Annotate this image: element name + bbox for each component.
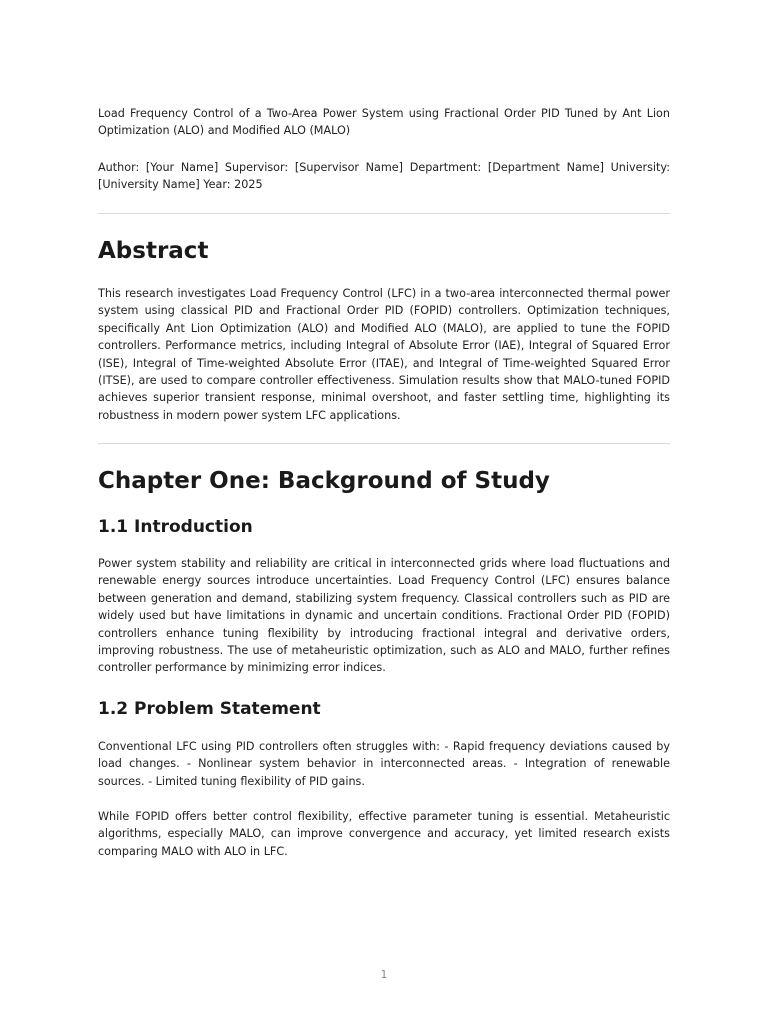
problem-statement-heading: 1.2 Problem Statement — [98, 699, 321, 719]
page-number: 1 — [380, 969, 388, 981]
problem-statement-body-2 — [98, 808, 670, 860]
section-divider — [98, 213, 670, 214]
abstract-heading: Abstract — [98, 238, 209, 264]
author-info: Author: [Your Name] Supervisor: [Supervisor Name] Department: [Department Name] University: [University Name] Year: 2025 — [98, 161, 670, 192]
document-title: Load Frequency Control of a Two-Area Power System using Fractional Order PID Tuned by Ant Lion Optimization (ALO) and Modified ALO (MALO) — [98, 107, 670, 138]
abstract-paragraph: This research investigates Load Frequency Control (LFC) in a two-area interconnected thermal power system using classical PID and Fractional Order PID (FOPID) controllers. Optimization techniques, specifically Ant Lion Optimization (ALO) and Modified ALO (MALO), are applied to tune the FOPID controllers. Performance metrics, including Integral of Absolute Error (IAE), Integral of Squared Error (ISE), Integral of Time-weighted Absolute Error (ITAE), and Integral of Time-weighted Squared Error (ITSE), are used to compare controller effectiveness. Simulation results show that MALO-tuned FOPID achieves superior transient response, minimal overshoot, and faster settling time, highlighting its robustness in modern power system LFC applications. — [98, 287, 670, 422]
problem-statement-body-1 — [98, 738, 670, 790]
introduction-body — [98, 555, 670, 677]
author-info-block — [98, 159, 670, 194]
introduction-paragraph: Power system stability and reliability are critical in interconnected grids where load fluctuations and renewable energy sources introduce uncertainties. Load Frequency Control (LFC) ensures balance between generation and demand, stabilizing system frequency. Classical controllers such as PID are widely used but have limitations in dynamic and uncertain conditions. Fractional Order PID (FOPID) controllers enhance tuning flexibility by introducing fractional integral and derivative orders, improving robustness. The use of metaheuristic optimization, such as ALO and MALO, further refines controller performance by minimizing error indices. — [98, 557, 670, 675]
document-title-block — [98, 105, 670, 140]
section-divider — [98, 443, 670, 444]
chapter-one-heading: Chapter One: Background of Study — [98, 468, 550, 494]
problem-statement-paragraph: Conventional LFC using PID controllers often struggles with: - Rapid frequency deviations caused by load changes. - Nonlinear system behavior in interconnected areas. - Integration of renewable sources. - Limited tuning flexibility of PID gains. — [98, 740, 670, 788]
introduction-heading: 1.1 Introduction — [98, 517, 253, 537]
problem-statement-paragraph: While FOPID offers better control flexibility, effective parameter tuning is essential. Metaheuristic algorithms, especially MALO, can improve convergence and accuracy, yet limited research exists comparing MALO with ALO in LFC. — [98, 810, 670, 858]
abstract-body — [98, 285, 670, 424]
